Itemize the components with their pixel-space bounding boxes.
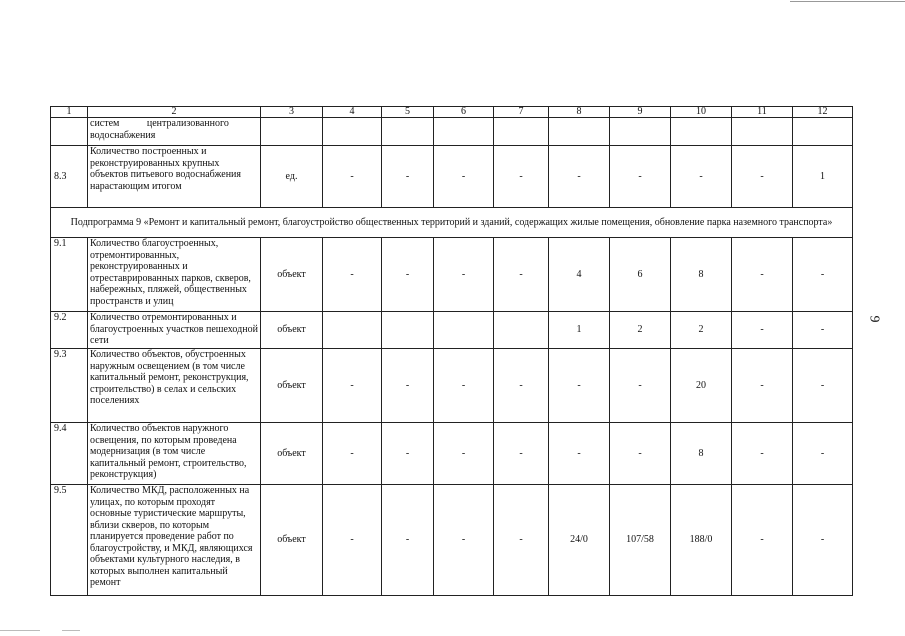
- value-cell: -: [494, 423, 549, 485]
- indicator-description: Количество благоустроенных, отремонтированных, реконструированных и отреставрированных парков, скверов, набережных, пляжей, общественных пространств и улиц: [88, 238, 261, 312]
- value-cell: -: [732, 423, 793, 485]
- header-cell: 10: [671, 107, 732, 118]
- table-row: [51, 238, 853, 312]
- value-cell: -: [494, 238, 549, 312]
- unit-cell: объект: [261, 312, 323, 349]
- value-cell: -: [382, 146, 434, 208]
- value-cell: 2: [671, 312, 732, 349]
- value-cell: -: [382, 349, 434, 423]
- indicator-description: Количество отремонтированных и благоустроенных участков пешеходной сети: [88, 312, 261, 349]
- table-row: [51, 146, 853, 208]
- value-cell: [434, 312, 494, 349]
- value-cell: -: [494, 349, 549, 423]
- header-cell: 9: [610, 107, 671, 118]
- value-cell: 20: [671, 349, 732, 423]
- value-cell: -: [323, 423, 382, 485]
- value-cell: -: [793, 238, 853, 312]
- subprogram-title: Подпрограмма 9 «Ремонт и капитальный ремонт, благоустройство общественных территорий и зданий, содержащих жилые помещения, обновление парка наземного транспорта»: [51, 208, 853, 238]
- value-cell: -: [434, 423, 494, 485]
- value-cell: 8: [671, 423, 732, 485]
- value-cell: -: [732, 312, 793, 349]
- table-row: [51, 423, 853, 485]
- scan-mark: [0, 630, 40, 631]
- value-cell: 1: [549, 312, 610, 349]
- value-cell: -: [610, 146, 671, 208]
- indicator-description: Количество построенных и реконструированных крупных объектов питьевого водоснабжения нарастающим итогом: [88, 146, 261, 208]
- header-cell: 7: [494, 107, 549, 118]
- page-number: 9: [866, 315, 882, 323]
- value-cell: -: [793, 423, 853, 485]
- value-cell: 6: [610, 238, 671, 312]
- header-cell: 12: [793, 107, 853, 118]
- row-number: 9.1: [51, 238, 88, 312]
- value-cell: -: [610, 349, 671, 423]
- value-cell: -: [323, 238, 382, 312]
- value-cell: -: [793, 312, 853, 349]
- value-cell: 2: [610, 312, 671, 349]
- value-cell: 107/58: [610, 485, 671, 596]
- unit-cell: объект: [261, 485, 323, 596]
- value-cell: -: [434, 146, 494, 208]
- table-row: [51, 118, 853, 146]
- value-cell: -: [793, 485, 853, 596]
- row-number: 9.2: [51, 312, 88, 349]
- header-cell: 11: [732, 107, 793, 118]
- value-cell: [323, 312, 382, 349]
- value-cell: -: [610, 423, 671, 485]
- value-cell: -: [671, 146, 732, 208]
- value-cell: 8: [671, 238, 732, 312]
- value-cell: 24/0: [549, 485, 610, 596]
- row-number: 9.3: [51, 349, 88, 423]
- value-cell: -: [732, 349, 793, 423]
- value-cell: -: [382, 423, 434, 485]
- value-cell: -: [793, 349, 853, 423]
- value-cell: -: [549, 146, 610, 208]
- value-cell: -: [382, 485, 434, 596]
- row-number: [51, 118, 88, 146]
- value-cell: -: [323, 349, 382, 423]
- value-cell: -: [732, 238, 793, 312]
- value-cell: -: [434, 485, 494, 596]
- value-cell: 1: [793, 146, 853, 208]
- unit-cell: объект: [261, 349, 323, 423]
- value-cell: -: [434, 238, 494, 312]
- header-cell: 4: [323, 107, 382, 118]
- top-rule: [790, 1, 905, 2]
- indicator-description: систем централизованного водоснабжения: [88, 118, 261, 146]
- value-cell: -: [494, 146, 549, 208]
- header-cell: 3: [261, 107, 323, 118]
- table-row: [51, 485, 853, 596]
- header-cell: 6: [434, 107, 494, 118]
- value-cell: -: [494, 485, 549, 596]
- value-cell: -: [732, 146, 793, 208]
- value-cell: -: [434, 349, 494, 423]
- header-cell: 1: [51, 107, 88, 118]
- indicator-description: Количество МКД, расположенных на улицах, по которым проходят основные туристические маршруты, вблизи скверов, по которым планируется проведение работ по благоустройству, и МКД, являющихся объектами культурного наследия, в которых выполнен капитальный ремонт: [88, 485, 261, 596]
- value-cell: -: [323, 146, 382, 208]
- value-cell: [494, 312, 549, 349]
- unit-cell: объект: [261, 423, 323, 485]
- header-row: [51, 107, 853, 118]
- table-row: [51, 349, 853, 423]
- value-cell: -: [323, 485, 382, 596]
- value-cell: 188/0: [671, 485, 732, 596]
- value-cell: -: [732, 485, 793, 596]
- unit-cell: ед.: [261, 146, 323, 208]
- scan-mark: [62, 630, 80, 631]
- row-number: 9.4: [51, 423, 88, 485]
- value-cell: -: [382, 238, 434, 312]
- header-cell: 8: [549, 107, 610, 118]
- unit-cell: объект: [261, 238, 323, 312]
- value-cell: -: [549, 423, 610, 485]
- header-cell: 5: [382, 107, 434, 118]
- indicator-description: Количество объектов наружного освещения, по которым проведена модернизация (в том числе капитальный ремонт, строительство, реконструкция): [88, 423, 261, 485]
- table-row: [51, 312, 853, 349]
- value-cell: 4: [549, 238, 610, 312]
- indicators-table: [50, 106, 853, 596]
- indicator-description: Количество объектов, обустроенных наружным освещением (в том числе капитальный ремонт, реконструкция, строительство) в селах и сельских поселениях: [88, 349, 261, 423]
- value-cell: [382, 312, 434, 349]
- row-number: 8.3: [51, 146, 88, 208]
- header-cell: 2: [88, 107, 261, 118]
- value-cell: -: [549, 349, 610, 423]
- row-number: 9.5: [51, 485, 88, 596]
- subprogram-row: [51, 208, 853, 238]
